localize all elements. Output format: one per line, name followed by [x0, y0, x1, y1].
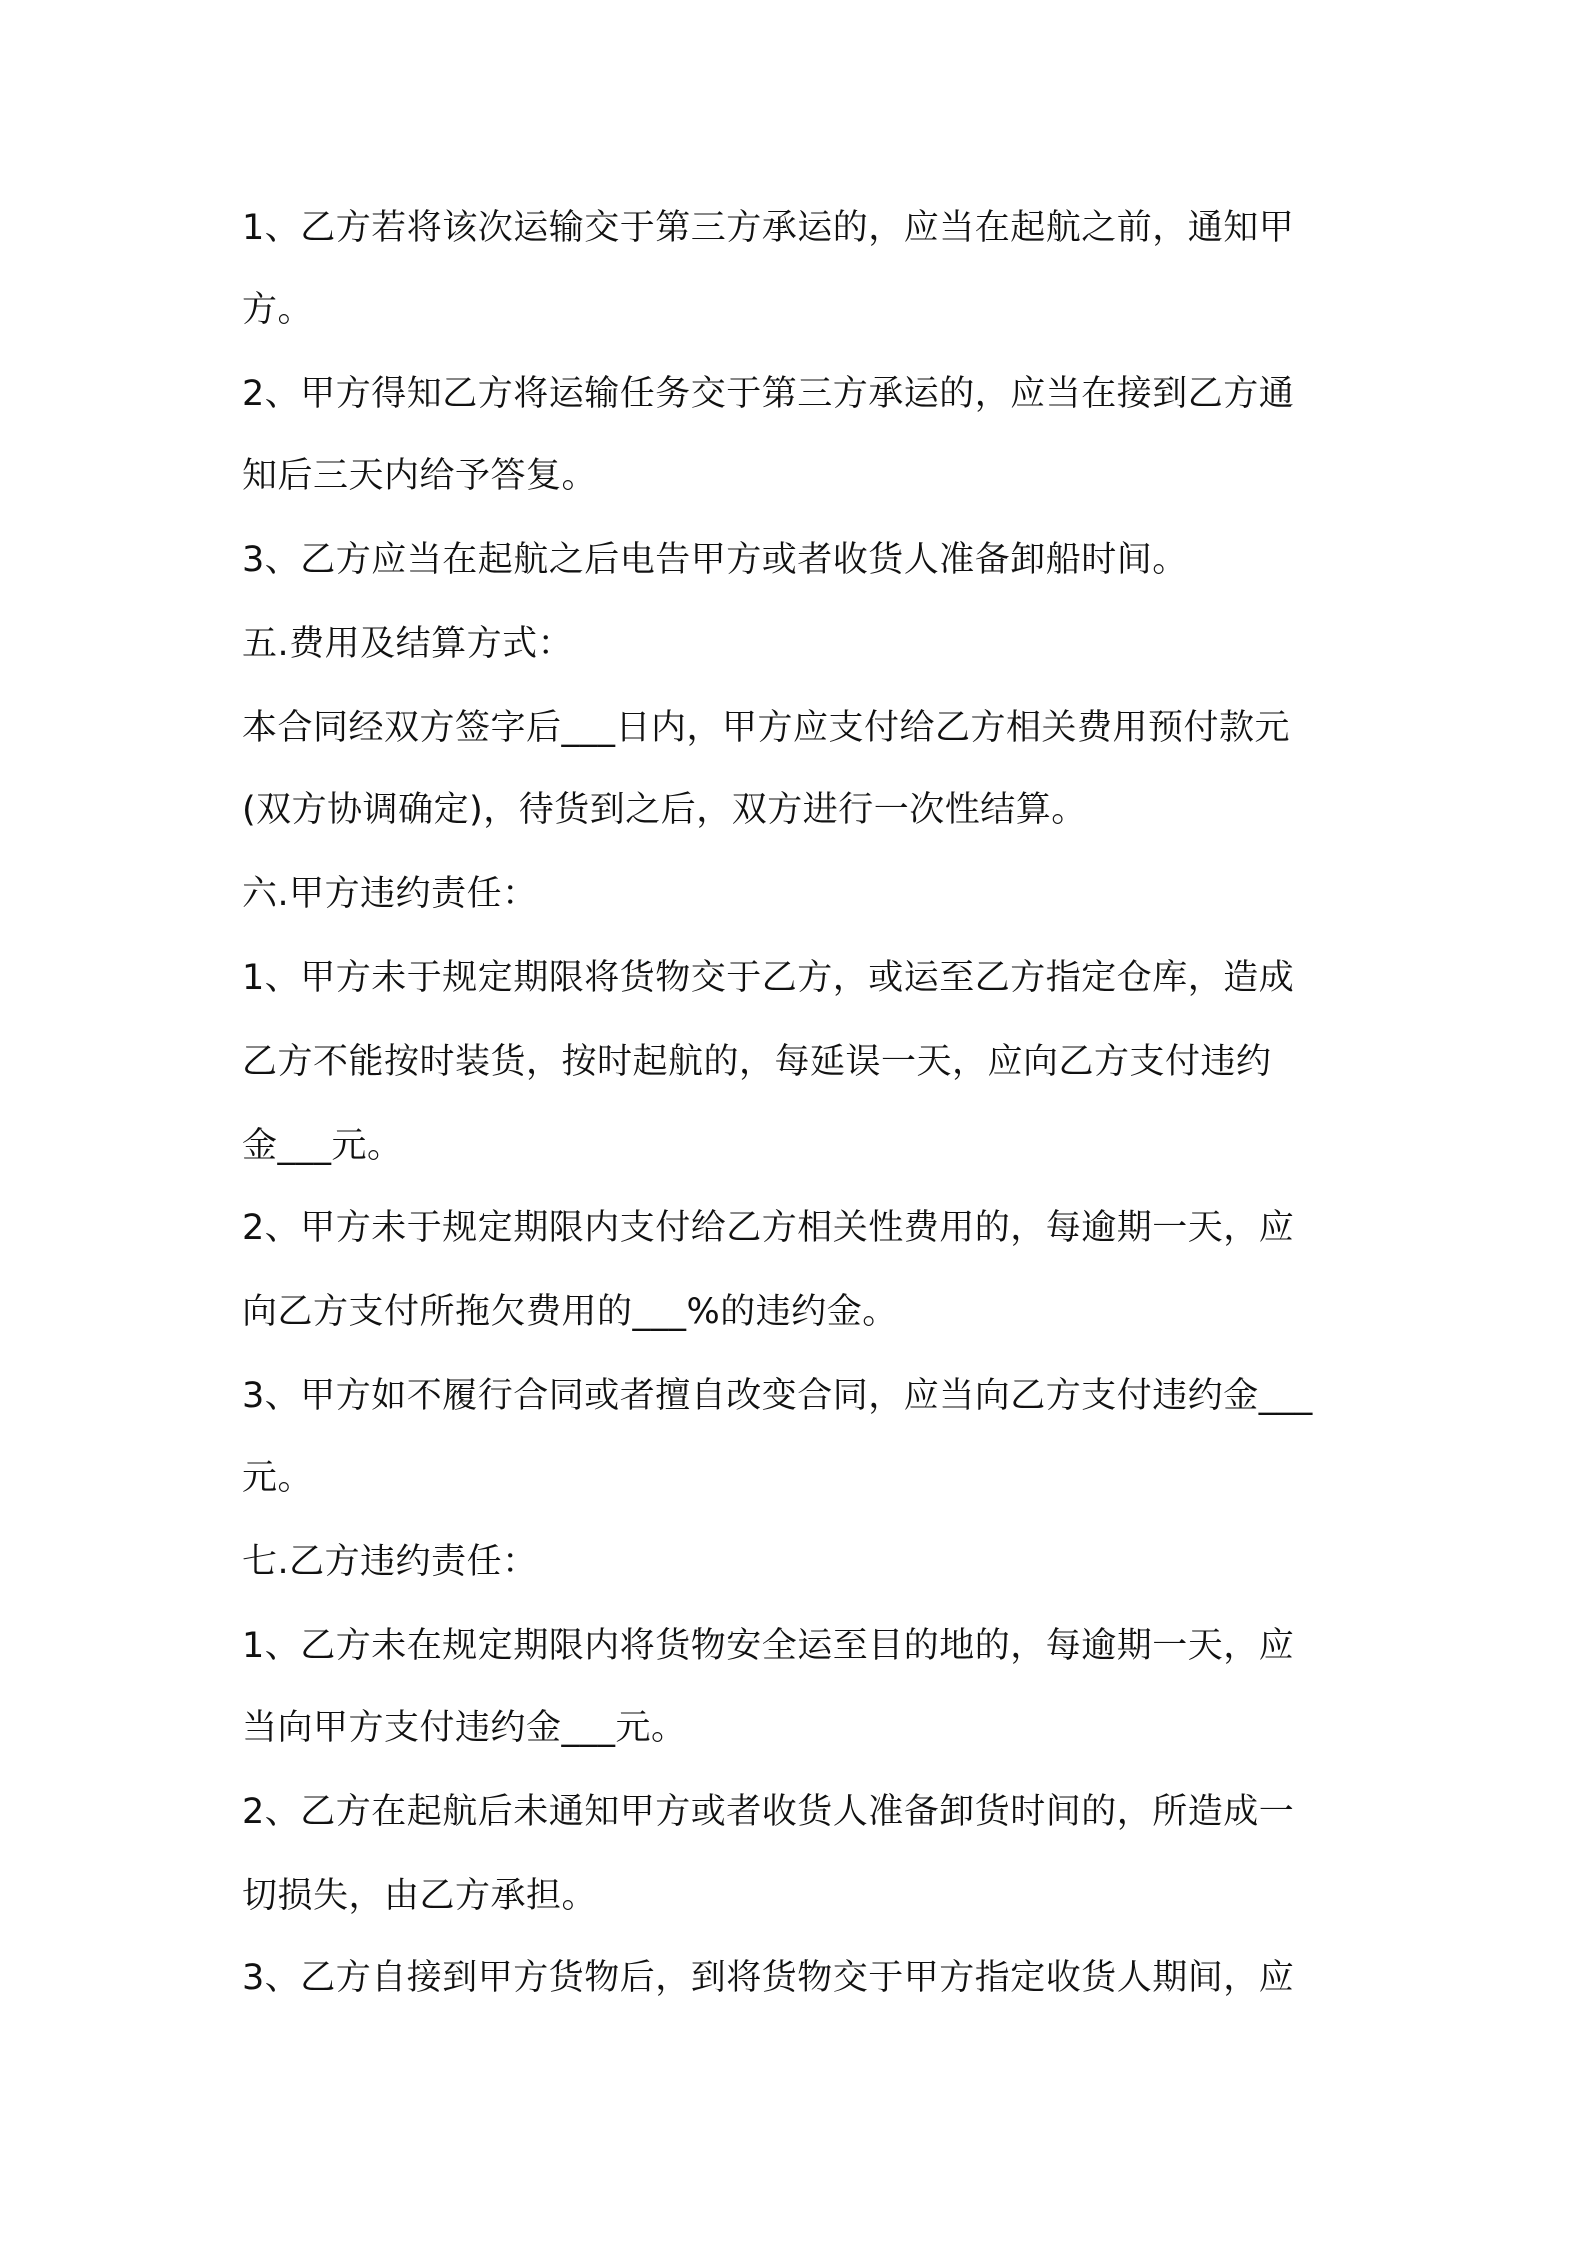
clause-7-1-line-1: 1、乙方未在规定期限内将货物安全运至目的地的，每逾期一天，应 [242, 1626, 1295, 1666]
clause-4-1-line-2: 方。 [242, 290, 314, 330]
clause-6-2-line-2: 向乙方支付所拖欠费用的___%的违约金。 [242, 1292, 898, 1332]
clause-7-2-line-1: 2、乙方在起航后未通知甲方或者收货人准备卸货时间的，所造成一 [242, 1792, 1295, 1832]
clause-6-3-line-2: 元。 [242, 1458, 314, 1498]
clause-6-2-line-1: 2、甲方未于规定期限内支付给乙方相关性费用的，每逾期一天，应 [242, 1208, 1295, 1248]
clause-7-2-line-2: 切损失，由乙方承担。 [242, 1876, 598, 1916]
clause-7-1-line-2: 当向甲方支付违约金___元。 [242, 1708, 687, 1748]
clause-4-3: 3、乙方应当在起航之后电告甲方或者收货人准备卸船时间。 [242, 540, 1188, 580]
clause-4-1-line-1: 1、乙方若将该次运输交于第三方承运的，应当在起航之前，通知甲 [242, 208, 1295, 248]
section-7-heading: 七.乙方违约责任： [242, 1542, 538, 1582]
section-6-heading: 六.甲方违约责任： [242, 874, 538, 914]
section-5-text-line-1: 本合同经双方签字后___日内，甲方应支付给乙方相关费用预付款元 [242, 708, 1291, 748]
clause-6-3-line-1: 3、甲方如不履行合同或者擅自改变合同，应当向乙方支付违约金___ [242, 1376, 1313, 1416]
section-5-heading: 五.费用及结算方式： [242, 624, 574, 664]
clause-6-1-line-1: 1、甲方未于规定期限将货物交于乙方，或运至乙方指定仓库，造成 [242, 958, 1295, 998]
clause-6-1-line-3: 金___元。 [242, 1126, 403, 1166]
section-5-text-line-2: (双方协调确定)，待货到之后，双方进行一次性结算。 [242, 790, 1087, 830]
clause-7-3-line-1: 3、乙方自接到甲方货物后，到将货物交于甲方指定收货人期间，应 [242, 1958, 1295, 1998]
clause-4-2-line-1: 2、甲方得知乙方将运输任务交于第三方承运的，应当在接到乙方通 [242, 374, 1295, 414]
clause-4-2-line-2: 知后三天内给予答复。 [242, 456, 598, 496]
clause-6-1-line-2: 乙方不能按时装货，按时起航的，每延误一天，应向乙方支付违约 [242, 1042, 1272, 1082]
